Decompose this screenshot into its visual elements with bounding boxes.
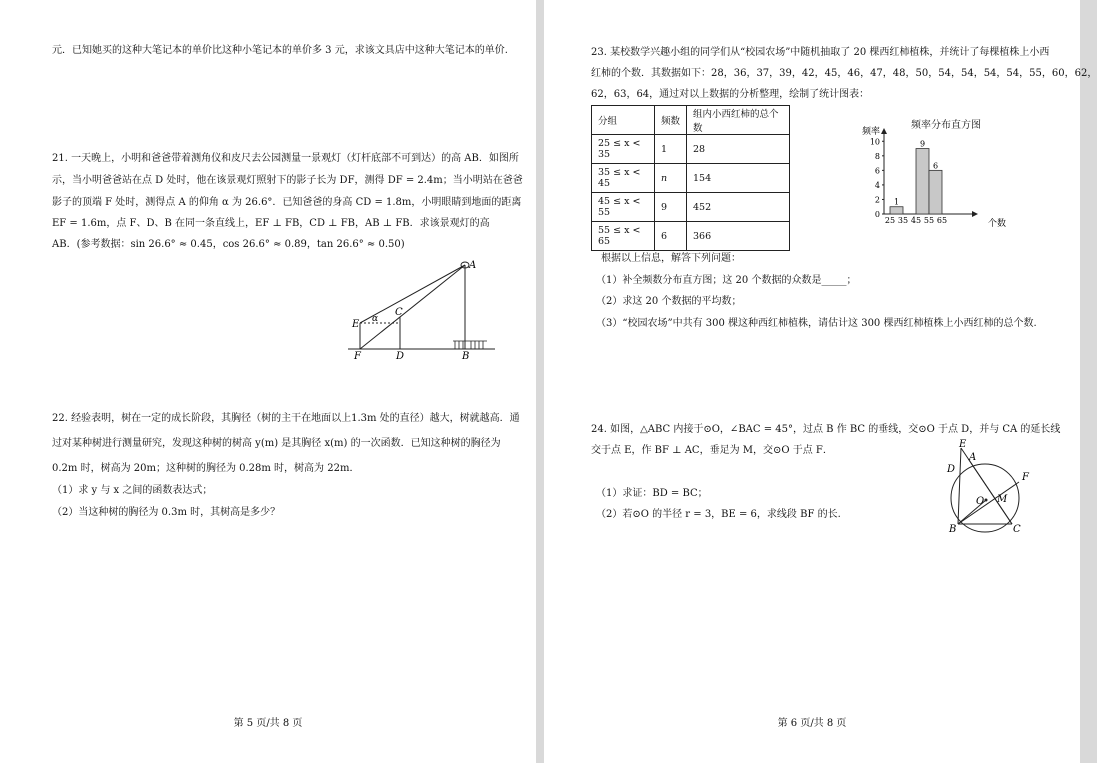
q23-line: 23. 某校数学兴趣小组的同学们从“校园农场”中随机抽取了 20 棵西红柿植株，并统计了每棵植株上小西 [591, 47, 1050, 58]
label-B: B [949, 524, 957, 535]
frequency-table [591, 105, 790, 251]
q23-after-text: 根据以上信息，解答下列问题： [601, 253, 741, 264]
q21-line: 21. 一天晚上，小明和爸爸带着测角仪和皮尺去公园测量一景观灯（灯杆底部不可到达）的高 AB．如图所 [52, 153, 519, 164]
histogram-x-label: 个数 [988, 219, 1007, 229]
figure-24-circle-diagram [939, 438, 1039, 538]
x-tick-label: 25 [884, 216, 896, 225]
table-cell: 452 [687, 193, 790, 222]
q21-line: AB．(参考数据：sin 26.6° ≈ 0.45，cos 26.6° ≈ 0.89，tan 26.6° ≈ 0.50) [52, 239, 405, 250]
label-E: E [959, 439, 967, 450]
center-point-O [985, 499, 988, 502]
y-tick-label: 2 [874, 195, 880, 205]
frequency-histogram [854, 122, 1007, 232]
histogram-bars [890, 140, 942, 214]
q22-line: 0.2m 时，树高为 20m；这种树的胸径为 0.28m 时，树高为 22m． [52, 463, 360, 474]
label-E: E [352, 319, 360, 330]
fence-icon [453, 341, 487, 349]
label-O: O [976, 496, 985, 507]
label-A: A [469, 260, 477, 271]
q24-line: 24. 如图，△ABC 内接于⊙O，∠BAC = 45°，过点 B 作 BC 的垂线，交⊙O 于点 D，并与 CA 的延长线 [591, 424, 1061, 435]
table-cell: 366 [687, 222, 790, 251]
q23-sub-3: （3）“校园农场”中共有 300 棵这种西红柿植株，请估计这 300 棵西红柿植株上小西红柿的总个数. [596, 318, 1037, 329]
exam-page-5 [0, 0, 536, 763]
y-tick-label: 10 [869, 137, 880, 147]
q24-line: 交于点 E，作 BF ⊥ AC，垂足为 M，交⊙O 于点 F． [591, 445, 833, 456]
x-tick-label: 45 [910, 216, 922, 225]
bar-data-label: 1 [893, 197, 900, 207]
table-cell: 55 ≤ x < 65 [592, 222, 655, 251]
label-A: A [969, 452, 977, 463]
q23-sub-1: （1）补全频数分布直方图；这 20 个数据的众数是_____； [596, 275, 857, 286]
table-row [592, 222, 790, 251]
label-alpha: α [372, 314, 379, 324]
q24-sub-2: （2）若⊙O 的半径 r = 3，BE = 6，求线段 BF 的长. [596, 509, 841, 520]
histogram-y-label: 频率 [862, 127, 881, 137]
segment-EB [958, 448, 961, 524]
table-row [592, 135, 790, 164]
table-cell: 9 [655, 193, 687, 222]
q22-sub-2: （2）当这种树的胸径为 0.3m 时，其树高是多少？ [52, 507, 281, 518]
table-cell: 154 [687, 164, 790, 193]
exam-page-6 [544, 0, 1097, 763]
table-cell: 1 [655, 135, 687, 164]
x-tick-label: 65 [936, 216, 948, 225]
shadow-ray-FA [360, 265, 465, 349]
label-C: C [1013, 524, 1021, 535]
q24-sub-1: （1）求证：BD = BC； [596, 488, 708, 499]
table-row [592, 193, 790, 222]
table-header-row [592, 106, 790, 135]
x-tick-label: 55 [923, 216, 935, 225]
q23-line: 62，63，64，通过对以上数据的分析整理，绘制了统计图表： [591, 89, 870, 100]
label-C: C [395, 307, 403, 318]
label-F: F [1022, 472, 1029, 483]
bar-data-label: 6 [932, 161, 939, 171]
label-F: F [354, 351, 361, 362]
page-footer-right: 第 6 页/共 8 页 [777, 718, 847, 729]
table-cell: 35 ≤ x < 45 [592, 164, 655, 193]
table-cell: 6 [655, 222, 687, 251]
table-cell: 25 ≤ x < 35 [592, 135, 655, 164]
table-header: 组内小西红柿的总个数 [687, 106, 790, 135]
table-row [592, 164, 790, 193]
bar-data-label: 9 [919, 139, 926, 149]
y-axis-arrow-icon [881, 128, 887, 134]
x-axis-arrow-icon [972, 211, 978, 217]
histogram-bar [916, 149, 929, 214]
figure-21-lamp-diagram [340, 255, 500, 365]
table-cell: n [655, 164, 687, 193]
table-header: 频数 [655, 106, 687, 135]
q22-line: 22. 经验表明，树在一定的成长阶段，其胸径（树的主干在地面以上1.3m 处的直径）越大，树就越高．通 [52, 413, 520, 424]
label-D: D [947, 464, 956, 475]
q21-line: 影子的顶端 F 处时，测得点 A 的仰角 α 为 26.6°．已知爸爸的身高 CD = 1.8m，小明眼睛到地面的距离 [52, 197, 522, 208]
q21-line: 示，当小明爸爸站在点 D 处时，他在该景观灯照射下的影子长为 DF，测得 DF = 2.4m；当小明站在爸爸 [52, 175, 523, 186]
q22-sub-1: （1）求 y 与 x 之间的函数表达式； [52, 485, 213, 496]
x-tick-label: 35 [897, 216, 909, 225]
label-D: D [396, 351, 405, 362]
q23-line: 红柿的个数．其数据如下：28，36，37，39，42，45，46，47，48，50，54，54，54，54，55，60，62， [591, 68, 1097, 79]
table-header: 分组 [592, 106, 655, 135]
histogram-bar [929, 170, 942, 214]
histogram-bar [890, 207, 903, 214]
page-footer-left: 第 5 页/共 8 页 [233, 718, 303, 729]
y-tick-label: 4 [874, 180, 880, 190]
q20-tail-text: 元．已知她买的这种大笔记本的单价比这种小笔记本的单价多 3 元，求该文具店中这种大笔记本的单价. [52, 45, 508, 56]
q21-line: EF = 1.6m，点 F、D、B 在同一条直线上，EF ⊥ FB，CD ⊥ FB，AB ⊥ FB．求该景观灯的高 [52, 218, 490, 229]
y-tick-label: 6 [874, 166, 880, 176]
q22-line: 过对某种树进行测量研究，发现这种树的树高 y(m) 是其胸径 x(m) 的一次函数．已知这种树的胸径为 [52, 438, 501, 449]
table-cell: 28 [687, 135, 790, 164]
segment-AC [969, 460, 1012, 524]
y-tick-label: 8 [874, 151, 880, 161]
label-M: M [997, 494, 1008, 505]
y-tick-label: 0 [874, 210, 880, 219]
histogram-title: 频率分布直方图 [911, 120, 981, 131]
q23-sub-2: （2）求这 20 个数据的平均数； [596, 296, 742, 307]
label-B: B [462, 351, 470, 362]
table-cell: 45 ≤ x < 55 [592, 193, 655, 222]
